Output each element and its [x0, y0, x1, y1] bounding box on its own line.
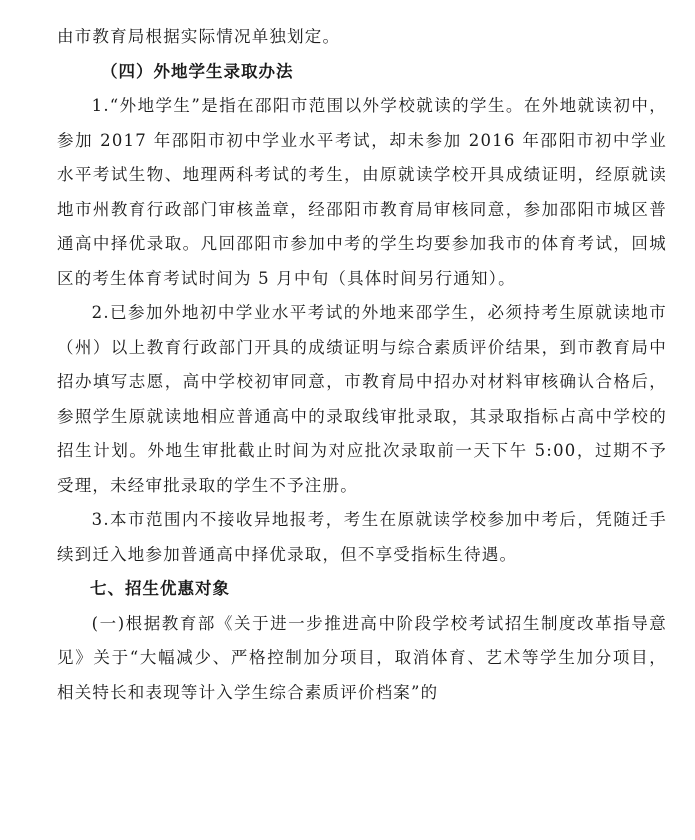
paragraph-item-2: 2.已参加外地初中学业水平考试的外地来邵学生，必须持考生原就读地市（州）以上教育行政部门开具的成绩证明与综合素质评价结果，到市教育局中招办填写志愿，高中学校初审同意，市教育局中招办对材料审核确认合格后，参照学生原就读地相应普通高中的录取线审批录取，其录取指标占高中学校的招生计划。外地生审批截止时间为对应批次录取前一天下午 5:00，过期不予受理，未经审批录取的学生不予注册。: [57, 303, 667, 495]
paragraph-item-3: 3.本市范围内不接收异地报考，考生在原就读学校参加中考后，凭随迁手续到迁入地参加普通高中择优录取，但不享受指标生待遇。: [57, 510, 667, 564]
paragraph-continuation: 由市教育局根据实际情况单独划定。: [57, 27, 341, 46]
section-heading-four: （四）外地学生录取办法: [101, 61, 294, 81]
paragraph-item-1: 1.“外地学生”是指在邵阳市范围以外学校就读的学生。在外地就读初中，参加 2017 年邵阳市初中学业水平考试，却未参加 2016 年邵阳市初中学业水平考试生物、地理两科考试的考生，由原就读学校开具成绩证明，经原就读地市州教育行政部门审核盖章，经邵阳市教育局审核同意，参加邵阳市城区普通高中择优录取。凡回邵阳市参加中考的学生均要参加我市的体育考试，回城区的考生体育考试时间为 5 月中旬（具体时间另行通知）。: [57, 96, 667, 288]
paragraph-item-one: (一)根据教育部《关于进一步推进高中阶段学校考试招生制度改革指导意见》关于“大幅减少、严格控制加分项目，取消体育、艺术等学生加分项目，相关特长和表现等计入学生综合素质评价档案”的: [57, 613, 667, 702]
section-heading-seven: 七、招生优惠对象: [90, 579, 230, 598]
